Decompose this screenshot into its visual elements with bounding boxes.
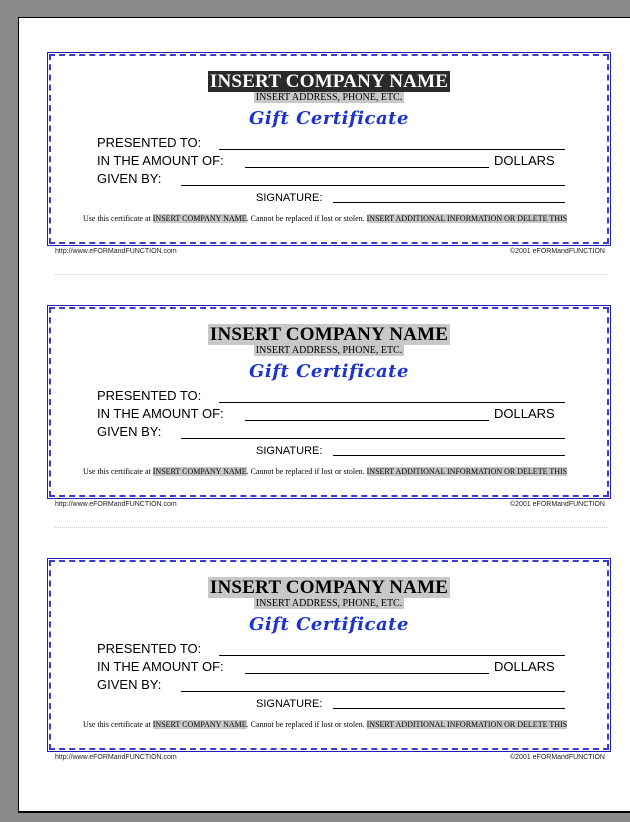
- amount-line[interactable]: [245, 167, 489, 168]
- terms-text: Use this certificate at: [83, 214, 153, 223]
- terms-company-placeholder[interactable]: INSERT COMPANY NAME: [152, 720, 247, 729]
- company-address[interactable]: INSERT ADDRESS, PHONE, ETC.: [255, 345, 403, 356]
- terms-note: [83, 720, 583, 730]
- amount-label: IN THE AMOUNT OF:: [97, 153, 224, 168]
- terms-note: [83, 214, 583, 224]
- dollars-label: DOLLARS: [494, 153, 555, 168]
- presented-to-line[interactable]: [219, 402, 565, 403]
- source-url: http://www.eFORMandFUNCTION.com: [55, 501, 177, 508]
- amount-label: IN THE AMOUNT OF:: [97, 659, 224, 674]
- terms-company-placeholder[interactable]: INSERT COMPANY NAME: [152, 214, 247, 223]
- certificate-title: Gift Certificate: [249, 614, 409, 635]
- dollars-label: DOLLARS: [494, 659, 555, 674]
- terms-company-placeholder[interactable]: INSERT COMPANY NAME: [152, 467, 247, 476]
- presented-to-line[interactable]: [219, 655, 565, 656]
- terms-additional-placeholder[interactable]: INSERT ADDITIONAL INFORMATION OR DELETE THIS: [366, 720, 568, 729]
- signature-line[interactable]: [333, 455, 565, 456]
- terms-additional-placeholder[interactable]: INSERT ADDITIONAL INFORMATION OR DELETE THIS: [366, 467, 568, 476]
- certificate-border: [49, 307, 609, 497]
- gift-certificate-1: [19, 18, 630, 272]
- terms-additional-placeholder[interactable]: INSERT ADDITIONAL INFORMATION OR DELETE THIS: [366, 214, 568, 223]
- source-url: http://www.eFORMandFUNCTION.com: [55, 754, 177, 761]
- certificate-title: Gift Certificate: [249, 361, 409, 382]
- signature-line[interactable]: [333, 202, 565, 203]
- company-address[interactable]: INSERT ADDRESS, PHONE, ETC.: [255, 92, 403, 103]
- company-name[interactable]: INSERT COMPANY NAME: [209, 577, 449, 598]
- given-by-line[interactable]: [181, 438, 565, 439]
- amount-line[interactable]: [245, 420, 489, 421]
- signature-label: SIGNATURE:: [256, 445, 323, 457]
- dollars-label: DOLLARS: [494, 406, 555, 421]
- certificate-border: [49, 560, 609, 750]
- terms-text: . Cannot be replaced if lost or stolen.: [246, 467, 367, 476]
- signature-label: SIGNATURE:: [256, 192, 323, 204]
- source-url: http://www.eFORMandFUNCTION.com: [55, 248, 177, 255]
- company-name[interactable]: INSERT COMPANY NAME: [209, 324, 449, 345]
- company-address[interactable]: INSERT ADDRESS, PHONE, ETC.: [255, 598, 403, 609]
- gift-certificate-3: [19, 524, 630, 778]
- document-page: [18, 17, 630, 811]
- given-by-label: GIVEN BY:: [97, 424, 162, 439]
- amount-line[interactable]: [245, 673, 489, 674]
- terms-text: . Cannot be replaced if lost or stolen.: [246, 720, 367, 729]
- gift-certificate-2: [19, 271, 630, 525]
- signature-label: SIGNATURE:: [256, 698, 323, 710]
- presented-to-label: PRESENTED TO:: [97, 641, 202, 656]
- copyright-text: ©2001 eFORMandFUNCTION: [509, 501, 605, 508]
- certificate-title: Gift Certificate: [249, 108, 409, 129]
- terms-text: Use this certificate at: [83, 720, 153, 729]
- certificate-border: [49, 54, 609, 244]
- terms-text: . Cannot be replaced if lost or stolen.: [246, 214, 367, 223]
- given-by-line[interactable]: [181, 691, 565, 692]
- copyright-text: ©2001 eFORMandFUNCTION: [509, 754, 605, 761]
- presented-to-line[interactable]: [219, 149, 565, 150]
- company-name[interactable]: INSERT COMPANY NAME: [209, 71, 449, 92]
- presented-to-label: PRESENTED TO:: [97, 388, 202, 403]
- given-by-line[interactable]: [181, 185, 565, 186]
- copyright-text: ©2001 eFORMandFUNCTION: [509, 248, 605, 255]
- amount-label: IN THE AMOUNT OF:: [97, 406, 224, 421]
- presented-to-label: PRESENTED TO:: [97, 135, 202, 150]
- given-by-label: GIVEN BY:: [97, 171, 162, 186]
- given-by-label: GIVEN BY:: [97, 677, 162, 692]
- terms-note: [83, 467, 583, 477]
- terms-text: Use this certificate at: [83, 467, 153, 476]
- signature-line[interactable]: [333, 708, 565, 709]
